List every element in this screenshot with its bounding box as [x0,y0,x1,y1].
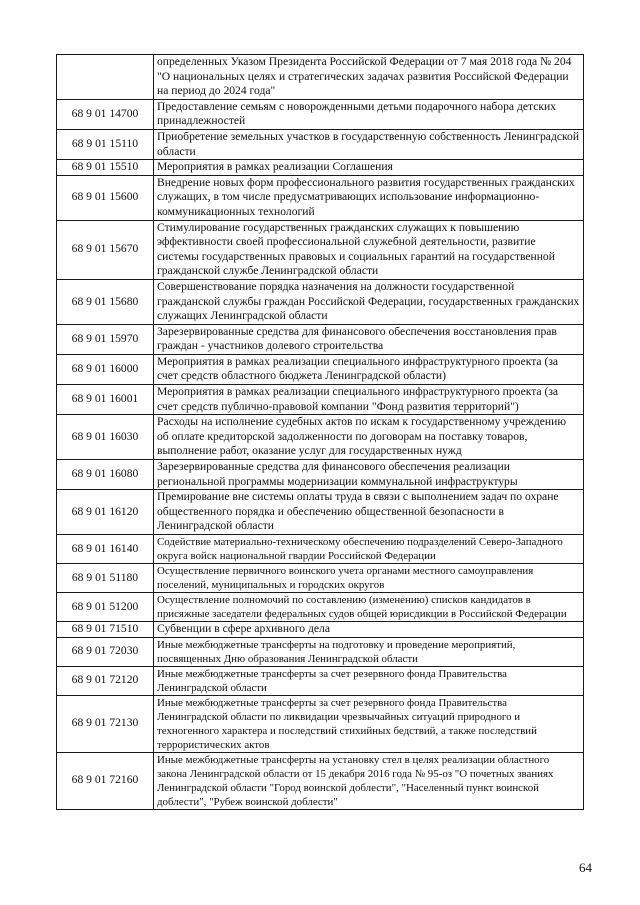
row-code-cell: 68 9 01 16080 [57,460,154,490]
row-code-cell: 68 9 01 72030 [57,637,154,666]
table-row [57,564,584,593]
row-code-cell: 68 9 01 15110 [57,129,154,159]
table-row [57,99,584,129]
row-description-cell: Зарезервированные средства для финансового обеспечения восстановления прав граждан - участников долевого строительства [154,324,584,354]
row-code-cell: 68 9 01 72130 [57,695,154,752]
row-description-cell: Расходы на исполнение судебных актов по искам к государственному учреждению об оплате кредиторской задолженности по договорам на поставку товаров, выполнение работ, оказание услуг для государственных нужд [154,415,584,460]
table-row [57,324,584,354]
row-code-cell: 68 9 01 15680 [57,279,154,324]
table-row [57,666,584,695]
row-code-cell: 68 9 01 72120 [57,666,154,695]
table-row [57,279,584,324]
table-row [57,535,584,564]
row-description-cell: Иные межбюджетные трансферты за счет резервного фонда Правительства Ленинградской области [154,666,584,695]
row-description-cell: Мероприятия в рамках реализации специального инфраструктурного проекта (за счет средств публично-правовой компании "Фонд развития территорий") [154,385,584,415]
row-description-cell: определенных Указом Президента Российской Федерации от 7 мая 2018 года № 204 "О национальных целях и стратегических задачах развития Российской Федерации на период до 2024 года" [154,55,584,100]
table-row [57,593,584,622]
row-description-cell: Мероприятия в рамках реализации Соглашения [154,160,584,176]
row-description-cell: Осуществление первичного воинского учета органами местного самоуправления поселений, муниципальных и городских округов [154,564,584,593]
row-code-cell: 68 9 01 15970 [57,324,154,354]
page-number: 64 [579,860,592,875]
row-description-cell: Субвенции в сфере архивного дела [154,622,584,638]
row-description-cell: Премирование вне системы оплаты труда в связи с выполнением задач по охране общественного порядка и обеспечению общественной безопасности в Ленинградской области [154,490,584,535]
row-description-cell: Иные межбюджетные трансферты на установку стел в целях реализации областного закона Ленинградской области от 15 декабря 2016 года № 95-оз "О почетных званиях Ленинградской области "Город воинской доблести", "Населенный пункт воинской доблести", "Рубеж воинской доблести" [154,752,584,809]
table-row [57,415,584,460]
row-code-cell: 68 9 01 16030 [57,415,154,460]
row-description-cell: Совершенствование порядка назначения на должности государственной гражданской службы граждан Российской Федерации, государственных гражданских служащих Ленинградской области [154,279,584,324]
table-row [57,622,584,638]
table-row [57,695,584,752]
row-description-cell: Приобретение земельных участков в государственную собственность Ленинградской области [154,129,584,159]
row-code-cell: 68 9 01 16120 [57,490,154,535]
row-description-cell: Иные межбюджетные трансферты за счет резервного фонда Правительства Ленинградской области по ликвидации чрезвычайных ситуаций природного и техногенного характера и последствий стихийных бедствий, а также последствий террористических актов [154,695,584,752]
row-code-cell: 68 9 01 15670 [57,220,154,279]
row-description-cell: Иные межбюджетные трансферты на подготовку и проведение мероприятий, посвященных Дню образования Ленинградской области [154,637,584,666]
row-code-cell: 68 9 01 51200 [57,593,154,622]
table-row [57,55,584,100]
row-code-cell: 68 9 01 51180 [57,564,154,593]
table-row [57,175,584,220]
table-row [57,129,584,159]
row-description-cell: Предоставление семьям с новорожденными детьми подарочного набора детских принадлежностей [154,99,584,129]
row-code-cell: 68 9 01 16001 [57,385,154,415]
budget-codes-table [56,54,584,810]
table-row [57,637,584,666]
table-row [57,220,584,279]
row-description-cell: Стимулирование государственных гражданских служащих к повышению эффективности своей профессиональной служебной деятельности, развитие системы государственных правовых и социальных гарантий на государственной гражданской службе Ленинградской области [154,220,584,279]
row-code-cell: 68 9 01 15510 [57,160,154,176]
row-description-cell: Зарезервированные средства для финансового обеспечения реализации региональной программы модернизации коммунальной инфраструктуры [154,460,584,490]
row-description-cell: Содействие материально-техническому обеспечению подразделений Северо-Западного округа войск национальной гвардии Российской Федерации [154,535,584,564]
row-code-cell [57,55,154,100]
row-description-cell: Мероприятия в рамках реализации специального инфраструктурного проекта (за счет средств областного бюджета Ленинградской области) [154,354,584,384]
table-row [57,460,584,490]
table-row [57,354,584,384]
table-row [57,160,584,176]
table-row [57,752,584,809]
row-code-cell: 68 9 01 71510 [57,622,154,638]
row-description-cell: Внедрение новых форм профессионального развития государственных гражданских служащих, в том числе предусматривающих использование информационно-коммуникационных технологий [154,175,584,220]
table-row [57,385,584,415]
row-code-cell: 68 9 01 16140 [57,535,154,564]
table-row [57,490,584,535]
row-code-cell: 68 9 01 72160 [57,752,154,809]
table-body [57,55,584,810]
row-description-cell: Осуществление полномочий по составлению (изменению) списков кандидатов в присяжные заседатели федеральных судов общей юрисдикции в Российской Федерации [154,593,584,622]
row-code-cell: 68 9 01 14700 [57,99,154,129]
row-code-cell: 68 9 01 16000 [57,354,154,384]
row-code-cell: 68 9 01 15600 [57,175,154,220]
